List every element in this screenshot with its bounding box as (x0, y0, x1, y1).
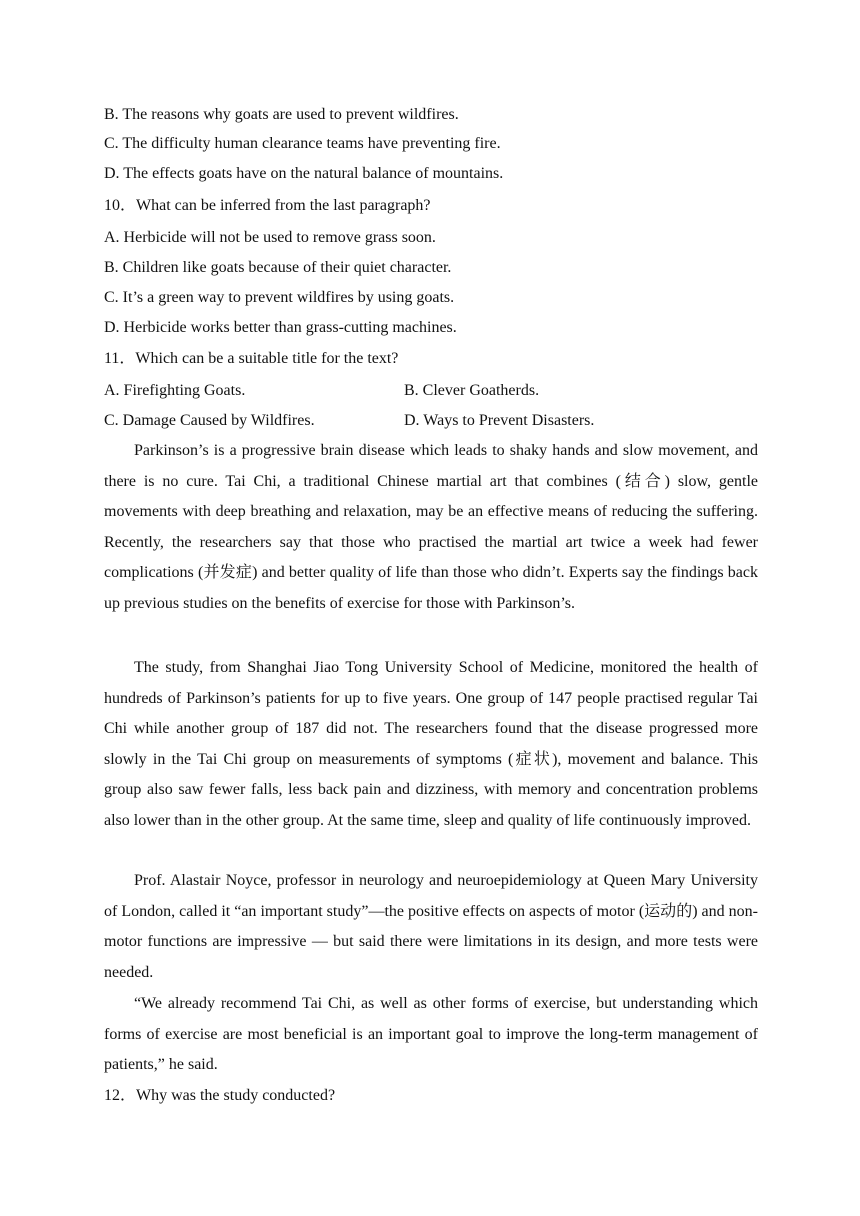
passage-paragraph-2: The study, from Shanghai Jiao Tong University School of Medicine, monitored the health of hundreds of Parkinson’s patients for up to five years. One group of 147 people practised regular Tai Chi while another group of 187 did not. The researchers found that the disease progressed more slowly in the Tai Chi group on measurements of symptoms (症状), movement and balance. This group also saw fewer falls, less back pain and dizziness, with memory and concentration problems also lower than in the other group. At the same time, sleep and quality of life continuously improved. (104, 659, 758, 829)
passage-paragraph-4: “We already recommend Tai Chi, as well as other forms of exercise, but understanding which forms of exercise are most beneficial is an important goal to improve the long-term management of patients,” he said. (104, 995, 758, 1074)
q9-option-c: C. The difficulty human clearance teams have preventing fire. (104, 135, 501, 152)
q10-option-b: B. Children like goats because of their quiet character. (104, 259, 452, 276)
q11-option-b: B. Clever Goatherds. (404, 382, 540, 399)
q12-question: 12．Why was the study conducted? (104, 1087, 336, 1104)
q10-question: 10．What can be inferred from the last paragraph? (104, 197, 431, 214)
q10-option-a: A. Herbicide will not be used to remove grass soon. (104, 229, 436, 246)
q11-question: 11．Which can be a suitable title for the text? (104, 350, 399, 367)
passage-paragraph-3: Prof. Alastair Noyce, professor in neurology and neuroepidemiology at Queen Mary University of London, called it “an important study”—the positive effects on aspects of motor (运动的) and non-motor functions are impressive — but said there were limitations in its design, and more tests were needed. (104, 872, 758, 981)
q10-option-d: D. Herbicide works better than grass-cutting machines. (104, 319, 457, 336)
passage-paragraph-1: Parkinson’s is a progressive brain disease which leads to shaky hands and slow movement, and there is no cure. Tai Chi, a traditional Chinese martial art that combines (结合) slow, gentle movements with deep breathing and relaxation, may be an effective means of reducing the suffering. Recently, the researchers say that those who practised the martial art twice a week had fewer complications (并发症) and better quality of life than those who didn’t. Experts say the findings back up previous studies on the benefits of exercise for those with Parkinson’s. (104, 442, 758, 612)
q11-option-a: A. Firefighting Goats. (104, 382, 246, 399)
q11-option-c: C. Damage Caused by Wildfires. (104, 412, 315, 429)
q9-option-d: D. The effects goats have on the natural balance of mountains. (104, 165, 504, 182)
q9-option-b: B. The reasons why goats are used to prevent wildfires. (104, 106, 459, 123)
q10-option-c: C. It’s a green way to prevent wildfires by using goats. (104, 289, 455, 306)
q11-option-d: D. Ways to Prevent Disasters. (404, 412, 595, 429)
